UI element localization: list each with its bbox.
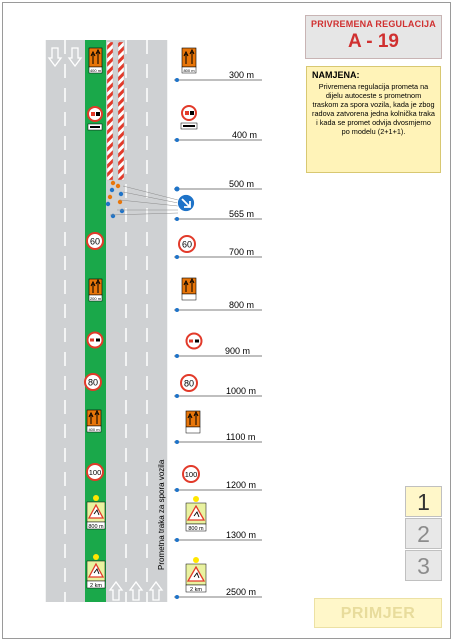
- distance-label: 1300 m: [226, 530, 257, 540]
- distance-label: 300 m: [229, 70, 255, 80]
- distance-label: 800 m: [229, 300, 255, 310]
- title-subtitle: PRIVREMENA REGULACIJA: [311, 19, 436, 29]
- distance-label: 565 m: [229, 209, 255, 219]
- lane-label: Prometna traka za spora vozila: [157, 459, 166, 570]
- page-tab-3[interactable]: 3: [405, 550, 442, 581]
- speed-limit-text: 80: [87, 377, 99, 388]
- barrier-strip: [118, 42, 124, 180]
- sign-plate-text: 800 m: [88, 524, 104, 530]
- barrier-strip: [107, 42, 113, 180]
- purpose-heading: NAMJENA:: [312, 70, 360, 80]
- distance-label: 1100 m: [226, 432, 256, 442]
- no-overtaking-trucks-sign-icon: [88, 107, 102, 130]
- page-tab-2[interactable]: 2: [405, 518, 442, 549]
- sign-plate-text: 800 m: [188, 526, 204, 532]
- no-overtaking-sign-icon: [88, 333, 103, 348]
- distance-label: 1200 m: [226, 480, 257, 490]
- title-code: A - 19: [347, 31, 400, 52]
- sign-plate-text: 800 m: [183, 68, 195, 73]
- distance-label: 2500 m: [226, 587, 257, 597]
- lane-reduction-sign-icon: [182, 278, 196, 300]
- purpose-note: [306, 66, 441, 173]
- no-overtaking-trucks-sign-icon: [181, 106, 197, 129]
- distance-label: 1000 m: [226, 386, 257, 396]
- sign-plate-text: 2 km: [190, 587, 202, 593]
- sign-plate-text: 200 m: [89, 296, 102, 301]
- title-block: [305, 15, 442, 59]
- distance-label: 700 m: [229, 247, 255, 257]
- speed-limit-text: 100: [88, 468, 102, 477]
- no-overtaking-sign-icon: [187, 334, 202, 349]
- sign-plate-text: 400 m: [89, 68, 102, 73]
- speed-limit-text: 60: [181, 239, 193, 250]
- page-tab-1[interactable]: 1: [405, 486, 442, 517]
- purpose-text: Privremena regulacija prometa na dijelu autoceste s prometnom traskom za spora vozila, kada je zbog radova zatvorena jedna kolnička traka i kada se promet odvija dvosmjerno po modelu (2+1+1).: [312, 82, 435, 136]
- example-stamp: PRIMJER: [314, 598, 442, 628]
- speed-limit-text: 100: [184, 470, 198, 479]
- sign-plate-text: 400 m: [88, 427, 100, 432]
- speed-limit-text: 80: [183, 378, 195, 389]
- distance-label: 500 m: [229, 179, 255, 189]
- lane-reduction-sign-icon: [186, 411, 200, 433]
- distance-label: 900 m: [225, 346, 251, 356]
- speed-limit-text: 60: [89, 236, 101, 247]
- keep-right-sign-icon: [178, 195, 195, 212]
- distance-label: 400 m: [232, 130, 258, 140]
- sign-plate-text: 2 km: [90, 583, 102, 589]
